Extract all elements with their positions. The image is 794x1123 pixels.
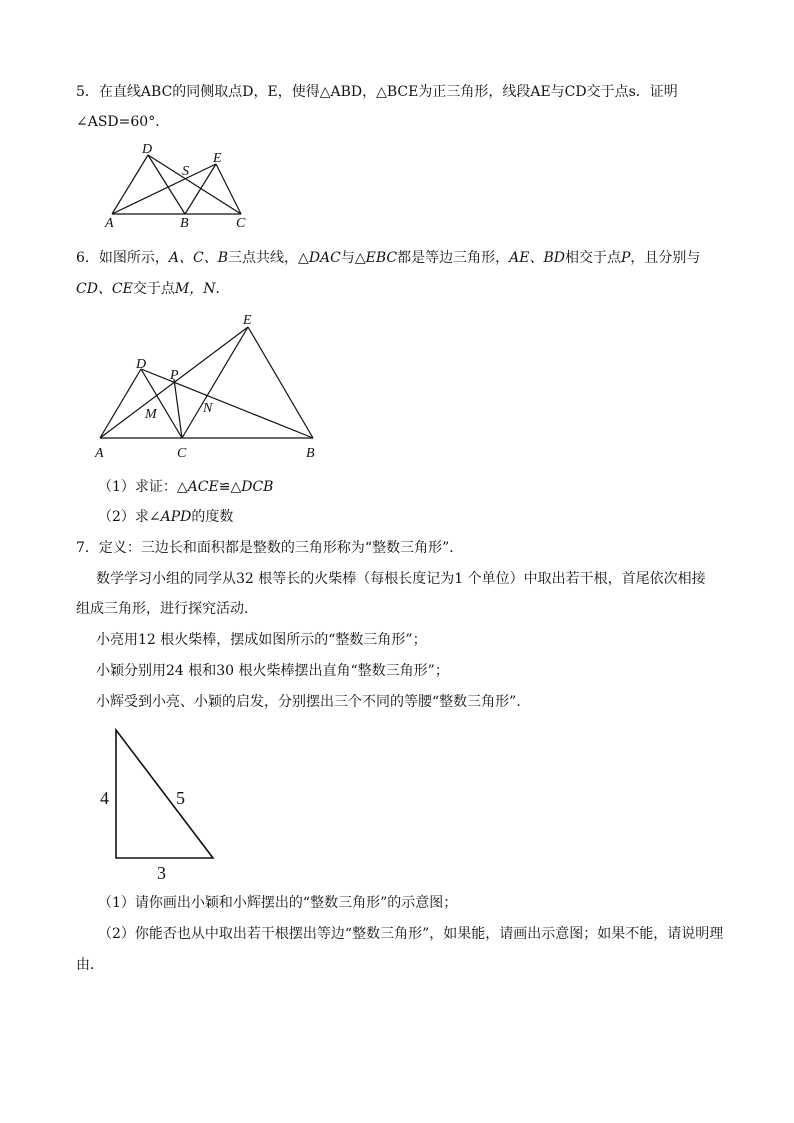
q6-line2-math-MN: M，N [174, 281, 216, 297]
q7-text-line1: 7．定义：三边长和面积都是整数的三角形称为“整数三角形”． [76, 540, 464, 556]
q6-line1-text-g: 都是等边三角形， [397, 250, 510, 266]
q6-label-N: N [203, 401, 213, 416]
q6-line1-text-c: 三点共线，△ [228, 250, 309, 266]
q6-line2-text-b: 交于点 [132, 281, 175, 297]
q6-sub2 [98, 507, 794, 527]
q5-label-D: D [142, 142, 153, 157]
q6-sub2-text-c: 的度数 [191, 509, 234, 525]
q7-figure [96, 722, 226, 884]
q5-figure [96, 138, 256, 230]
q6-line1-text-e: 与△ [340, 250, 366, 266]
q6-label-M: M [145, 407, 157, 422]
q5-label-E: E [213, 151, 222, 166]
q7-label-3: 3 [157, 863, 166, 883]
q7-text-line3: 组成三角形，进行探究活动． [76, 601, 258, 617]
q6-line1-math-AE-BD: AE、BD [509, 250, 565, 266]
q7-text-line6: 小辉受到小亮、小颖的启发，分别摆出三个不同的等腰“整数三角形”． [96, 694, 531, 710]
q6-line2-math-CD-CE: CD、CE [76, 281, 133, 297]
q6-sub1 [98, 477, 794, 497]
q7-label-4: 4 [100, 788, 109, 808]
q6-label-C: C [177, 446, 187, 461]
q5-label-B: B [180, 216, 189, 230]
q7-sub2: （2）你能否也从中取出若干根摆出等边“整数三角形”，如果能，请画出示意图；如果不能，请说明理 [98, 926, 724, 942]
q7-text-line2: 数学学习小组的同学从32 根等长的火柴棒（每根长度记为1 个单位）中取出若干根，首尾依次相接 [96, 571, 706, 587]
q7-text-line5: 小颖分别用24 根和30 根火柴棒摆出直角“整数三角形”； [96, 663, 449, 679]
q6-label-D: D [136, 357, 147, 372]
q7-text-line4: 小亮用12 根火柴棒，摆成如图所示的“整数三角形”； [96, 632, 427, 648]
q6-figure [88, 308, 328, 464]
q7-sub2-cont: 由． [76, 957, 104, 973]
q7-sub1: （1）请你画出小颖和小辉摆出的“整数三角形”的示意图； [98, 895, 458, 911]
q5-label-S: S [182, 164, 189, 179]
q6-line1-text-a: 6．如图所示， [76, 250, 169, 266]
q5-label-A: A [105, 216, 114, 230]
q6-label-A: A [95, 446, 104, 461]
q6-label-P: P [170, 368, 179, 383]
q5-text-line2: ∠ASD=60°． [76, 114, 170, 130]
q6-line1-math-EBC: EBC [365, 250, 398, 266]
q6-sub2-math-APD: APD [160, 509, 192, 525]
q6-sub1-text-c: ≌△ [218, 479, 242, 495]
q6-label-B: B [306, 446, 315, 461]
q6-line2-text-d: ． [215, 281, 230, 297]
q5-label-C: C [236, 216, 246, 230]
q6-sub2-text-a: （2）求∠ [98, 509, 161, 525]
q6-line1-text-k: ，且分别与 [630, 250, 701, 266]
q6-sub1-math-DCB: DCB [241, 479, 274, 495]
q6-line1-math-ACB: A、C、B [168, 250, 229, 266]
q6-text-line1 [76, 248, 794, 268]
q5-text-line1: 5．在直线ABC的同侧取点D，E，使得△ABD，△BCE为正三角形，线段AE与CD交于点s．证明 [76, 84, 678, 100]
q6-text-line2 [76, 279, 794, 299]
q6-line1-math-P: P [620, 250, 631, 266]
q6-label-E: E [243, 313, 252, 328]
q6-line1-text-i: 相交于点 [564, 250, 621, 266]
q6-sub1-text-a: （1）求证：△ [98, 479, 188, 495]
q6-sub1-math-ACE: ACE [187, 479, 219, 495]
q6-line1-math-DAC: DAC [308, 250, 341, 266]
q7-label-5: 5 [176, 788, 185, 808]
